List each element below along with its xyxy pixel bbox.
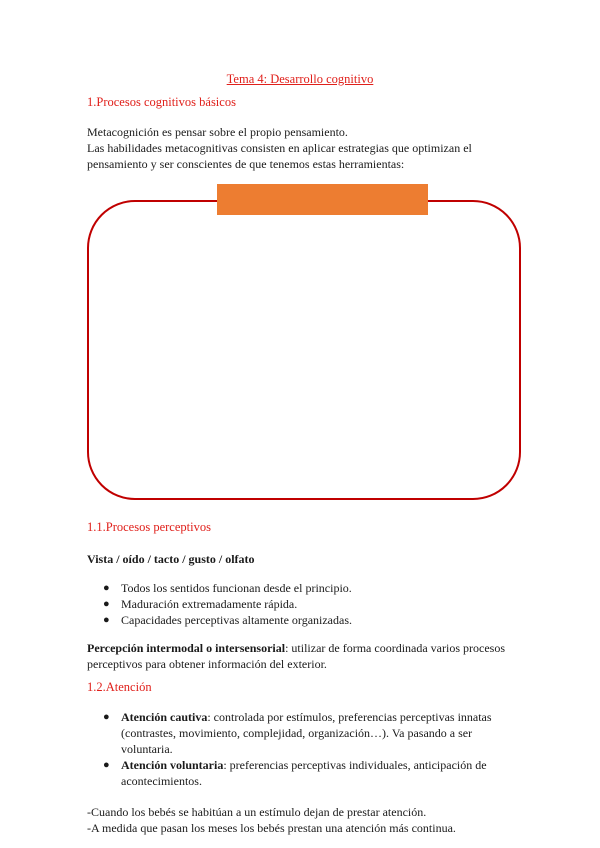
document-title: Tema 4: Desarrollo cognitivo [226,72,374,86]
section-heading-procesos-perceptivos: 1.1.Procesos perceptivos [87,520,211,534]
list-item: ● Maduración extremadamente rápida. [103,597,298,611]
intro-line-3: pensamiento y ser conscientes de que tenemos estas herramientas: [87,157,405,171]
list-item: ● Atención cautiva: controlada por estímulos, preferencias perceptivas innatas (contrastes, movimiento, complejidad, organización…). Va pasando a ser voluntaria. [103,710,492,756]
senses-line: Vista / oído / tacto / gusto / olfato [87,552,255,566]
list-item: ● Capacidades perceptivas altamente organizadas. [103,613,353,627]
section-heading-atencion: 1.2.Atención [87,680,152,694]
attention-bullet-list [87,709,527,789]
intermodal-text-2: perceptivos para obtener información del exterior. [87,657,327,671]
perceptive-bullet-list [87,580,527,628]
intro-line-2: Las habilidades metacognitivas consisten en aplicar estrategias que optimizan el [87,141,472,155]
attention-note-2: -A medida que pasan los meses los bebés prestan una atención más continua. [87,821,456,835]
bullet-icon: ● [103,759,110,771]
attention-notes [87,804,527,836]
diagram-rounded-box [87,200,521,500]
attention-note-1: -Cuando los bebés se habitúan a un estímulo dejan de prestar atención. [87,805,427,819]
bullet-icon: ● [103,614,110,626]
intermodal-text: : utilizar de forma coordinada varios procesos [285,641,505,655]
section-heading-procesos-cognitivos: 1.Procesos cognitivos básicos [87,95,236,109]
intro-line-1: Metacognición es pensar sobre el propio pensamiento. [87,125,348,139]
bullet-icon: ● [103,711,110,723]
diagram-orange-header-bar [217,184,428,215]
intermodal-term: Percepción intermodal o intersensorial [87,641,286,655]
list-item: ● Todos los sentidos funcionan desde el principio. [103,581,352,595]
bullet-icon: ● [103,598,110,610]
bullet-icon: ● [103,582,110,594]
intro-paragraph [87,124,517,172]
atencion-cautiva-term: Atención cautiva [121,710,208,724]
atencion-voluntaria-term: Atención voluntaria [121,758,224,772]
list-item: ● Atención voluntaria: preferencias perceptivas individuales, anticipación de acontecimientos. [103,758,487,788]
intermodal-paragraph [87,640,527,672]
